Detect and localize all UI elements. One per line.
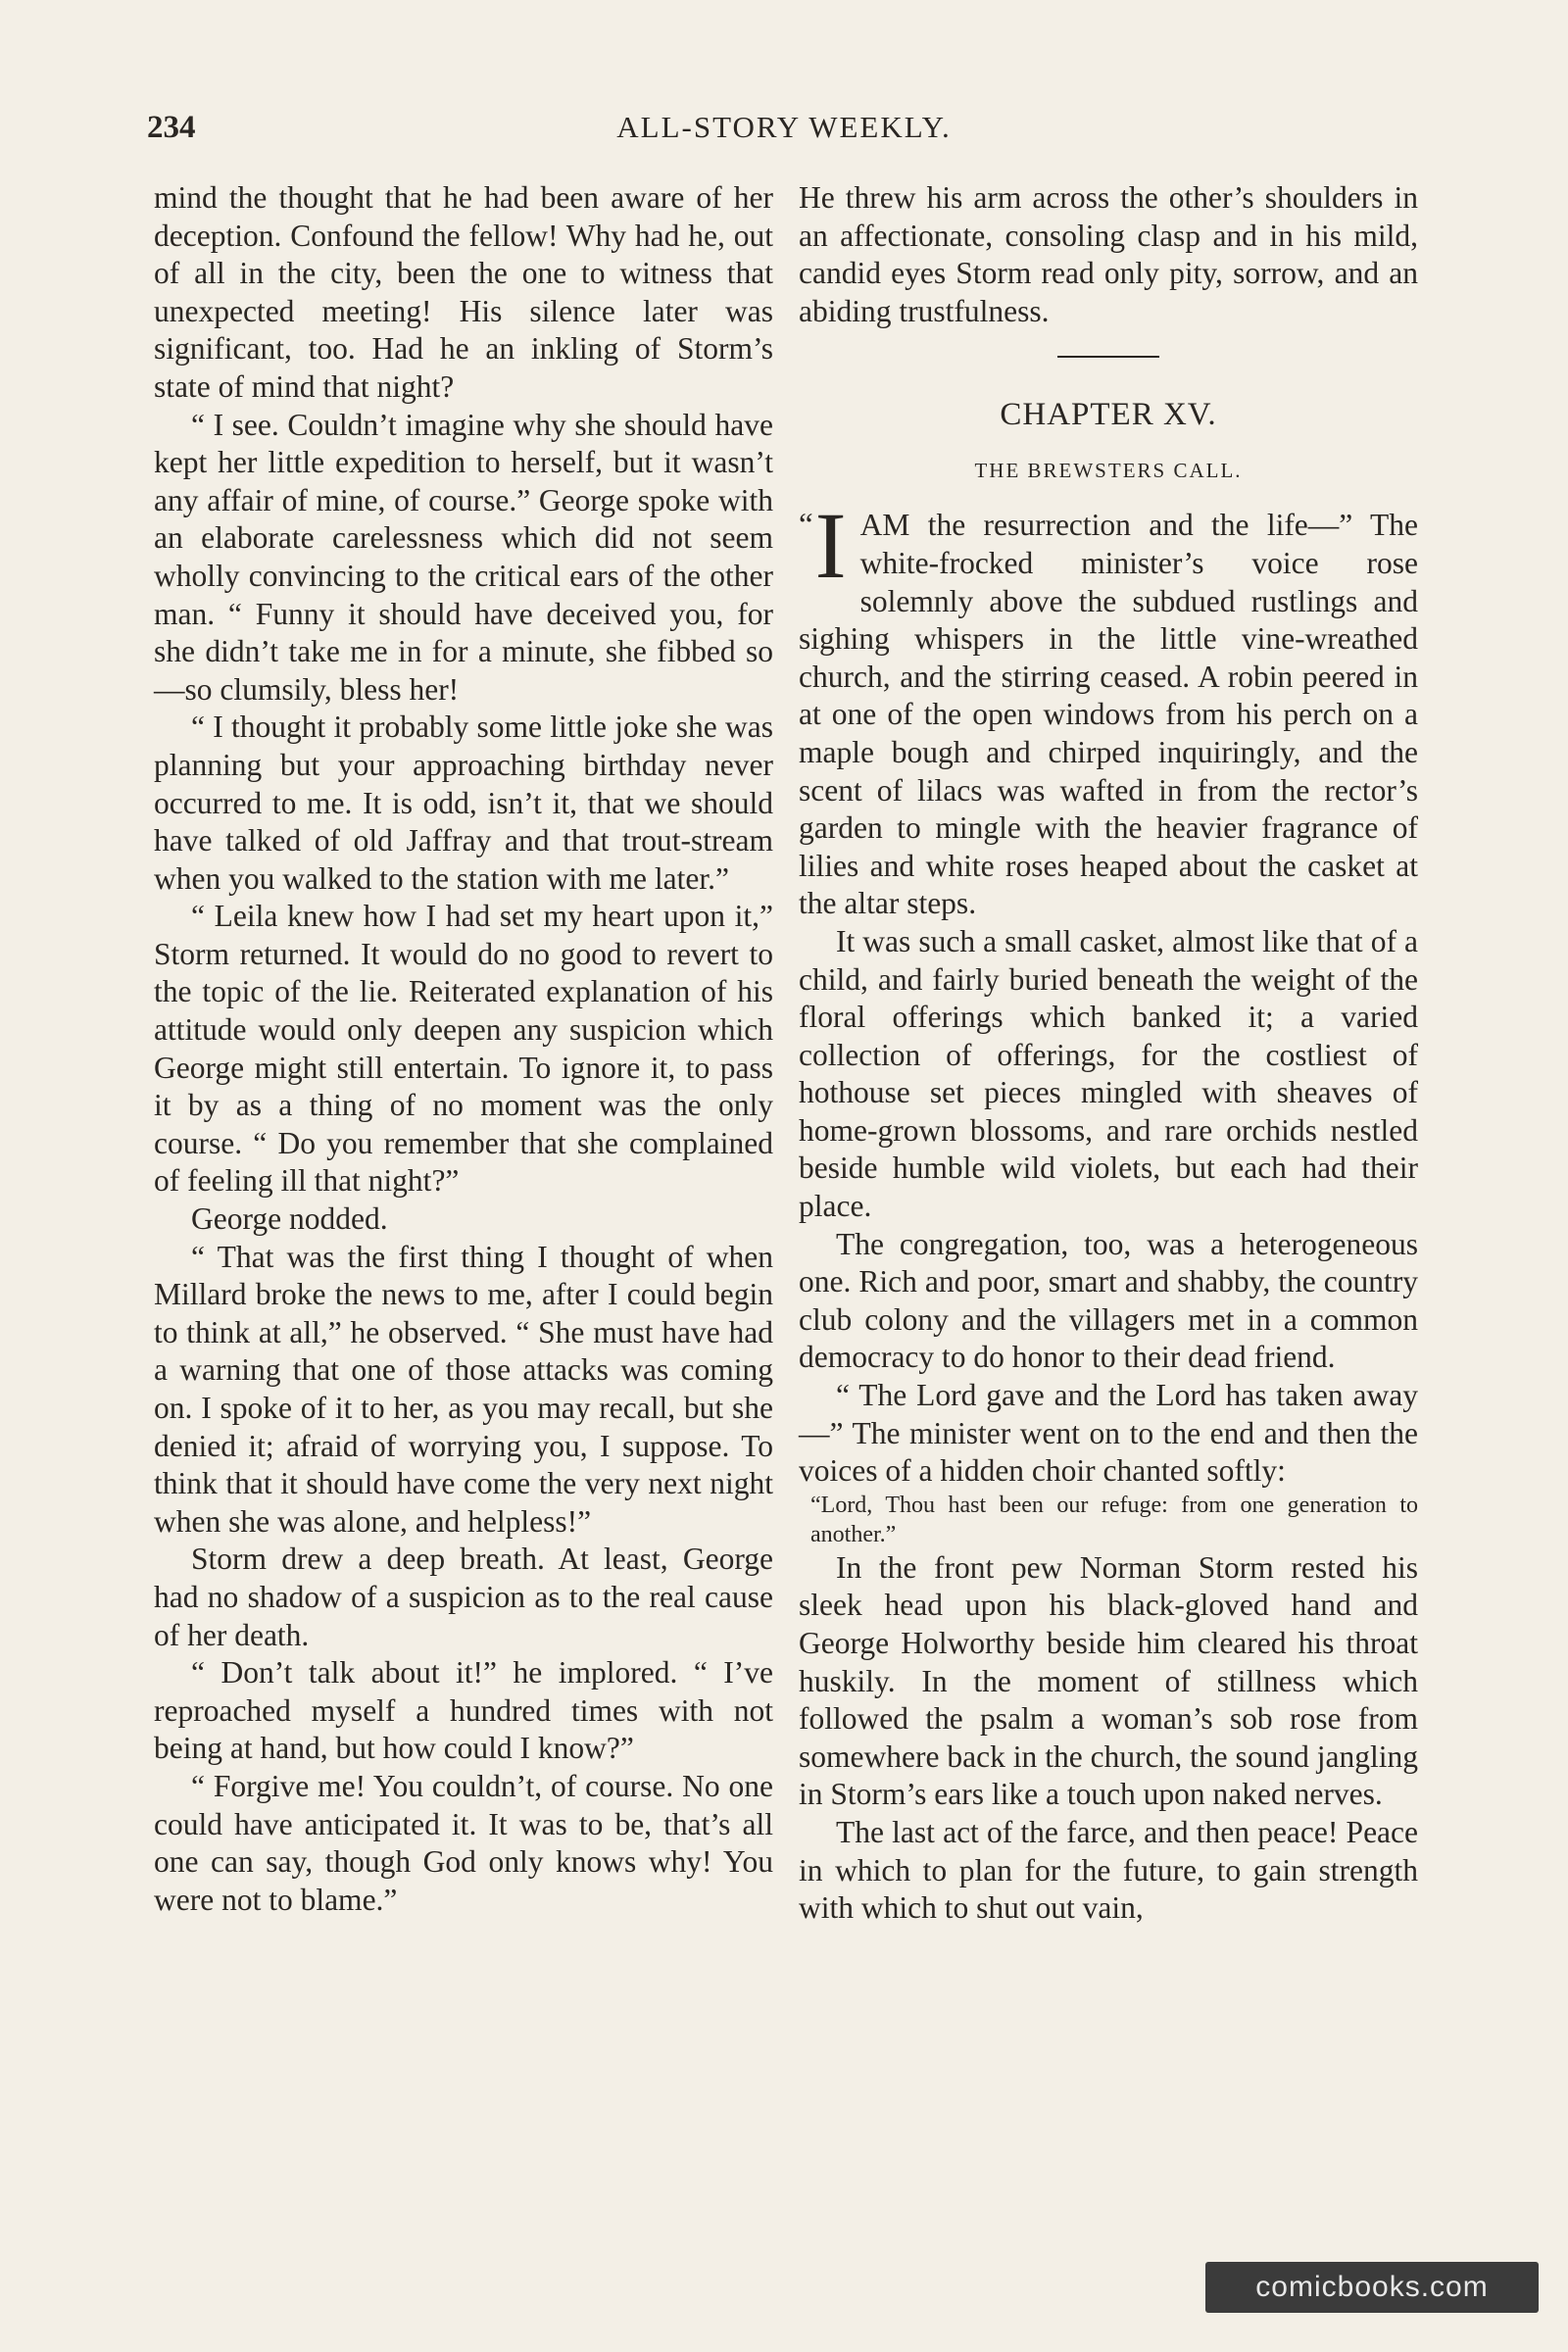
paragraph: In the front pew Norman Storm rested his sleek head upon his black-gloved hand and George Holworthy beside him cleared his throat huskily. In the moment of stillness which followed the psalm a woman’s sob rose from somewhere back in the church, the sound jangling in Storm’s ears like a touch upon naked nerves. [799,1549,1418,1812]
paragraph: “ The Lord gave and the Lord has taken away—” The minister went on to the end and then the voices of a hidden choir chanted softly: [799,1378,1418,1489]
watermark-logo: comicbooks.com [1205,2262,1539,2313]
left-column [154,179,773,1919]
paragraph: “ Leila knew how I had set my heart upon it,” Storm returned. It would do no good to revert to the topic of the lie. Reiterated explanation of his attitude would only deepen any suspicion which George might still entertain. To ignore it, to pass it by as a thing of no moment was the only course. “ Do you remember that she complained of feeling ill that night?” [154,899,773,1199]
paragraph: He threw his arm across the other’s shoulders in an affectionate, consoling clasp and in his mild, candid eyes Storm read only pity, sorrow, and an abiding trustfulness. [799,180,1418,328]
dropcap-quote: “ [799,508,813,544]
section-divider [1057,356,1159,358]
paragraph: The congregation, too, was a heterogeneous one. Rich and poor, smart and shabby, the country club colony and the villagers met in a common democracy to do honor to their dead friend. [799,1226,1418,1375]
psalm-quote: “Lord, Thou hast been our refuge: from one generation to another.” [810,1492,1418,1547]
paragraph: George nodded. [191,1201,388,1237]
paragraph: “ I thought it probably some little joke she was planning but your approaching birthday never occurred to me. It is odd, isn’t it, that we should have talked of old Jaffray and that trout-stream when you walked to the station with me later.” [154,710,773,896]
paragraph: The last act of the farce, and then peace! Peace in which to plan for the future, to gain strength with which to shut out vain, [799,1814,1418,1926]
dropcap-letter: I [814,493,847,599]
page-number: 234 [147,110,196,145]
paragraph: It was such a small casket, almost like that of a child, and fairly buried beneath the weight of the floral offerings which banked it; a varied collection of offerings, for the costliest of hothouse set pieces mingled with sheaves of home-grown blossoms, and rare orchids nestled beside humble wild violets, but each had their place. [799,923,1418,1224]
paragraph: Storm drew a deep breath. At least, George had no shadow of a suspicion as to the real cause of her death. [154,1542,773,1652]
running-head [147,110,1421,159]
chapter-title: THE BREWSTERS CALL. [974,459,1243,483]
dropcap-paragraph [799,493,1418,923]
paragraph: mind the thought that he had been aware of her deception. Confound the fellow! Why had he, out of all in the city, been the one to witness that unexpected meeting! His silence later was significant, too. Had he an inkling of Storm’s state of mind that night? [154,180,773,404]
chapter-heading: CHAPTER XV. [1000,397,1217,433]
right-column [799,179,1418,1928]
paragraph: “ I see. Couldn’t imagine why she should have kept her little expedition to herself, but it wasn’t any affair of mine, of course.” George spoke with an elaborate carelessness which did not seem wholly convincing to the critical ears of the other man. “ Funny it should have deceived you, for she didn’t take me in for a minute, she fibbed so—so clumsily, bless her! [154,407,773,707]
paragraph: “ That was the first thing I thought of when Millard broke the news to me, after I could begin to think at all,” he observed. “ She must have had a warning that one of those attacks was coming on. I spoke of it to her, as you may recall, but she denied it; afraid of worrying you, I suppose. To think that it should have come the very next night when she was alone, and helpless!” [154,1239,773,1539]
paragraph: “ Don’t talk about it!” he implored. “ I’ve reproached myself a hundred times with not being at hand, but how could I know?” [154,1655,773,1766]
magazine-title: ALL-STORY WEEKLY. [616,110,952,144]
dropcap-text: AM the resurrection and the life—” The white-frocked minister’s voice rose solemnly above the subdued rustlings and sighing whispers in the little vine-wreathed church, and the stirring ceased. A robin peered in at one of the open windows from his perch on a maple bough and chirped inquiringly, and the scent of lilacs was wafted in from the rector’s garden to mingle with the heavier fragrance of lilies and white roses heaped about the casket at the altar steps. [799,508,1418,921]
paragraph: “ Forgive me! You couldn’t, of course. No one could have anticipated it. It was to be, that’s all one can say, though God only knows why! You were not to blame.” [154,1768,773,1917]
